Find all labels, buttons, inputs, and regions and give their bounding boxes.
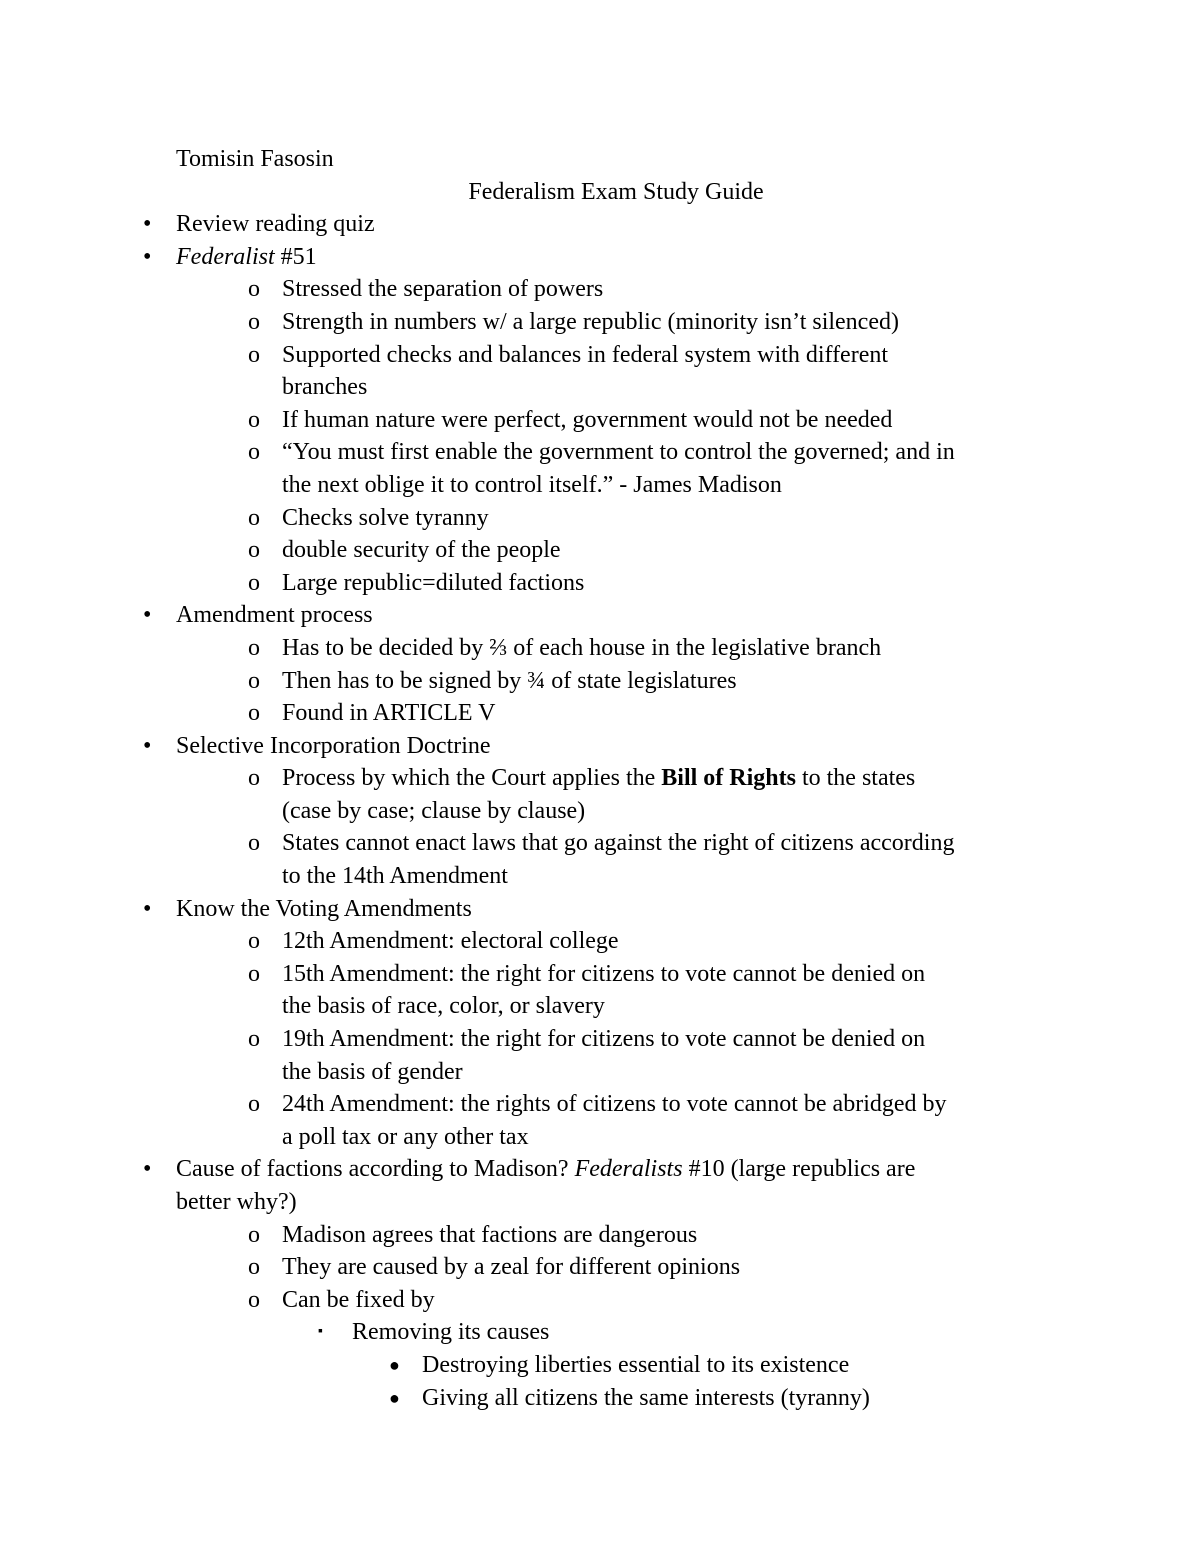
list-item-continuation: (case by case; clause by clause) bbox=[282, 797, 586, 824]
list-item: ▪ Removing its causes bbox=[0, 1316, 1200, 1349]
sub-marker: o bbox=[248, 504, 260, 531]
sub-marker: o bbox=[248, 1026, 260, 1053]
list-item: o 15th Amendment: the right for citizens to vote cannot be denied on bbox=[0, 958, 1200, 991]
sub-marker: o bbox=[248, 700, 260, 727]
sub-marker: o bbox=[248, 569, 260, 596]
bold-text: Bill of Rights bbox=[661, 765, 796, 792]
list-item: o Can be fixed by bbox=[0, 1284, 1200, 1317]
list-item: • Cause of factions according to Madison? Federalists #10 (large republics are bbox=[0, 1153, 1200, 1186]
list-item: • Federalist #51 bbox=[0, 241, 1200, 274]
list-item: o Stressed the separation of powers bbox=[0, 273, 1200, 306]
list-item-continuation: branches bbox=[282, 374, 368, 401]
dot-bullet-icon: ● bbox=[389, 1387, 400, 1408]
author-name: Tomisin Fasosin bbox=[176, 146, 334, 172]
list-item: o 24th Amendment: the rights of citizens to vote cannot be abridged by bbox=[0, 1088, 1200, 1121]
sub-marker: o bbox=[248, 1286, 260, 1313]
sub-marker: o bbox=[248, 634, 260, 661]
author-line bbox=[0, 143, 1200, 176]
document-body bbox=[0, 143, 1200, 1414]
document-title: Federalism Exam Study Guide bbox=[468, 178, 764, 205]
sub-marker: o bbox=[248, 406, 260, 433]
sub-marker: o bbox=[248, 537, 260, 564]
sub-marker: o bbox=[248, 1091, 260, 1118]
italic-text: Federalists bbox=[574, 1156, 683, 1183]
sub-marker: o bbox=[248, 341, 260, 368]
list-item: • Selective Incorporation Doctrine bbox=[0, 730, 1200, 763]
list-item-continuation: the basis of gender bbox=[282, 1058, 463, 1085]
list-item: ● Giving all citizens the same interests (tyranny) bbox=[0, 1382, 1200, 1415]
list-item-continuation: a poll tax or any other tax bbox=[282, 1123, 529, 1150]
bullet-marker: • bbox=[143, 211, 152, 238]
list-item: o 19th Amendment: the right for citizens to vote cannot be denied on bbox=[0, 1023, 1200, 1056]
list-item: • Amendment process bbox=[0, 599, 1200, 632]
square-bullet-icon: ▪ bbox=[318, 1324, 323, 1340]
bullet-marker: • bbox=[143, 732, 152, 759]
list-item: o If human nature were perfect, government would not be needed bbox=[0, 404, 1200, 437]
sub-marker: o bbox=[248, 308, 260, 335]
list-item: o “You must first enable the government to control the governed; and in bbox=[0, 436, 1200, 469]
list-item: o They are caused by a zeal for different opinions bbox=[0, 1251, 1200, 1284]
list-item: o Found in ARTICLE V bbox=[0, 697, 1200, 730]
list-item-continuation: to the 14th Amendment bbox=[282, 863, 508, 890]
bullet-marker: • bbox=[143, 243, 152, 270]
list-item: ● Destroying liberties essential to its existence bbox=[0, 1349, 1200, 1382]
italic-text: Federalist bbox=[176, 243, 275, 270]
dot-bullet-icon: ● bbox=[389, 1354, 400, 1375]
list-item: o Madison agrees that factions are dangerous bbox=[0, 1219, 1200, 1252]
sub-marker: o bbox=[248, 439, 260, 466]
bullet-marker: • bbox=[143, 1156, 152, 1183]
list-item: • Know the Voting Amendments bbox=[0, 893, 1200, 926]
sub-marker: o bbox=[248, 960, 260, 987]
sub-marker: o bbox=[248, 830, 260, 857]
sub-marker: o bbox=[248, 928, 260, 955]
list-item: o 12th Amendment: electoral college bbox=[0, 925, 1200, 958]
sub-marker: o bbox=[248, 667, 260, 694]
sub-marker: o bbox=[248, 1221, 260, 1248]
list-item: o Process by which the Court applies the Bill of Rights to the states bbox=[0, 762, 1200, 795]
list-item: o States cannot enact laws that go against the right of citizens according bbox=[0, 827, 1200, 860]
list-item: o Has to be decided by ⅔ of each house in the legislative branch bbox=[0, 632, 1200, 665]
sub-marker: o bbox=[248, 276, 260, 303]
bullet-marker: • bbox=[143, 602, 152, 629]
list-item: o Strength in numbers w/ a large republic (minority isn’t silenced) bbox=[0, 306, 1200, 339]
list-item-continuation: the basis of race, color, or slavery bbox=[282, 993, 605, 1020]
list-item-continuation: the next oblige it to control itself.” - James Madison bbox=[282, 471, 782, 498]
list-item: • Review reading quiz bbox=[0, 208, 1200, 241]
list-item: o Checks solve tyranny bbox=[0, 502, 1200, 535]
list-item: o Then has to be signed by ¾ of state legislatures bbox=[0, 665, 1200, 698]
bullet-marker: • bbox=[143, 895, 152, 922]
list-item: o Supported checks and balances in federal system with different bbox=[0, 339, 1200, 372]
sub-marker: o bbox=[248, 1254, 260, 1281]
list-item-continuation: better why?) bbox=[176, 1189, 297, 1215]
sub-marker: o bbox=[248, 765, 260, 792]
list-item: o double security of the people bbox=[0, 534, 1200, 567]
list-item: o Large republic=diluted factions bbox=[0, 567, 1200, 600]
